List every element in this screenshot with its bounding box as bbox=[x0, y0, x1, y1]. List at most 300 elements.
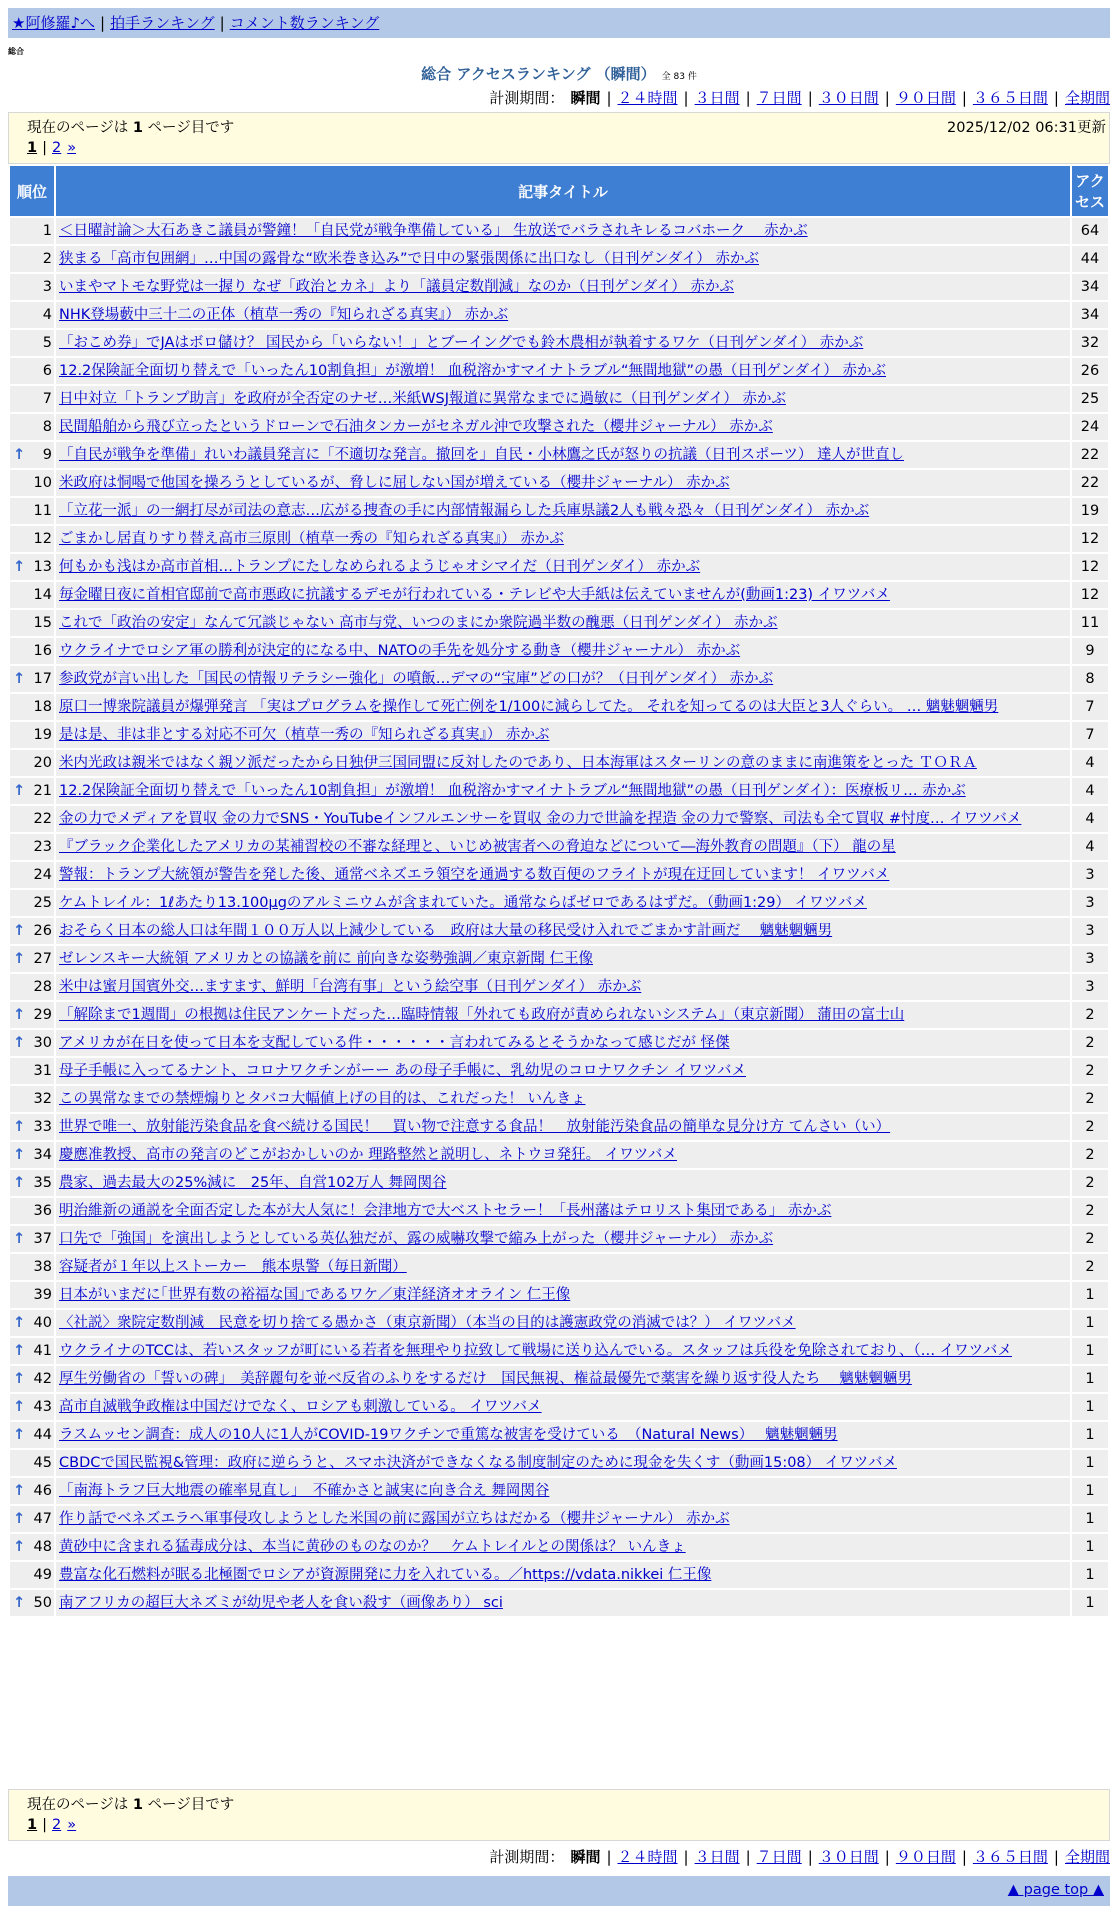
article-link[interactable]: 毎金曜日夜に首相官邸前で高市悪政に抗議するデモが行われている・テレビや大手紙は伝えていませんが(動画1:23) イワツバメ bbox=[59, 587, 890, 603]
period-option-link[interactable]: ７日間 bbox=[756, 1848, 802, 1866]
rank-cell bbox=[10, 1310, 54, 1336]
rank-cell bbox=[10, 1478, 54, 1504]
access-count: 4 bbox=[1072, 834, 1108, 860]
article-link[interactable]: 母子手帳に入ってるナント、コロナワクチンがーー あの母子手帳に、乳幼児のコロナワクチン イワツバメ bbox=[59, 1063, 746, 1079]
title-cell bbox=[56, 918, 1070, 944]
article-link[interactable]: 狭まる「高市包囲網」…中国の露骨な“欧米巻き込み”で日中の緊張関係に出口なし（日刊ゲンダイ） 赤かぶ bbox=[59, 251, 759, 267]
table-row bbox=[10, 498, 1108, 524]
nav-separator: | bbox=[219, 14, 225, 32]
article-link[interactable]: 口先で「強国」を演出しようとしている英仏独だが、露の威嚇攻撃で縮み上がった（櫻井ジャーナル） 赤かぶ bbox=[59, 1231, 774, 1247]
period-label: 計測期間： bbox=[489, 89, 565, 107]
article-link[interactable]: 「南海トラフ巨大地震の確率見直し」 不確かさと誠実に向き合え 舞岡関谷 bbox=[59, 1483, 550, 1499]
title-cell bbox=[56, 414, 1070, 440]
article-link[interactable]: 12.2保険証全面切り替えで「いったん10割負担」が激増！ 血税溶かすマイナトラブル“無間地獄”の愚（日刊ゲンダイ）：医療板リ… 赤かぶ bbox=[59, 783, 966, 799]
title-cell bbox=[56, 1058, 1070, 1084]
period-option-link[interactable]: ７日間 bbox=[756, 89, 802, 107]
title-cell bbox=[56, 1478, 1070, 1504]
access-count: 11 bbox=[1072, 610, 1108, 636]
ranking-title bbox=[0, 63, 1118, 84]
table-row bbox=[10, 302, 1108, 328]
access-count: 1 bbox=[1072, 1282, 1108, 1308]
rank-number: 38 bbox=[33, 1259, 52, 1275]
rank-cell bbox=[10, 1534, 54, 1560]
rank-cell bbox=[10, 218, 54, 244]
title-cell bbox=[56, 302, 1070, 328]
pager: 1 | 2 » bbox=[27, 1817, 77, 1833]
access-count: 9 bbox=[1072, 638, 1108, 664]
table-row bbox=[10, 330, 1108, 356]
rank-number: 32 bbox=[33, 1091, 52, 1107]
title-cell bbox=[56, 610, 1070, 636]
rank-number: 2 bbox=[42, 251, 52, 267]
period-separator: | bbox=[807, 89, 813, 107]
rank-number: 5 bbox=[42, 335, 52, 351]
access-count: 12 bbox=[1072, 526, 1108, 552]
access-count: 4 bbox=[1072, 750, 1108, 776]
page-2-link[interactable]: 2 bbox=[51, 140, 62, 156]
rank-cell bbox=[10, 582, 54, 608]
article-link[interactable]: アメリカが在日を使って日本を支配している件・・・・・・言われてみるとそうかなって感じだが 怪傑 bbox=[59, 1035, 730, 1051]
title-cell bbox=[56, 1282, 1070, 1308]
table-row bbox=[10, 946, 1108, 972]
article-link[interactable]: 参政党が言い出した「国民の情報リテラシー強化」の噴飯…デマの“宝庫”どの口が？（日刊ゲンダイ） 赤かぶ bbox=[59, 671, 774, 687]
rank-up-arrow-icon: ↑ bbox=[13, 447, 26, 463]
access-count: 8 bbox=[1072, 666, 1108, 692]
table-row bbox=[10, 1198, 1108, 1224]
access-count: 1 bbox=[1072, 1534, 1108, 1560]
period-separator: | bbox=[606, 1848, 612, 1866]
article-link[interactable]: 原口一博衆院議員が爆弾発言 「実はプログラムを操作して死亡例を1/100に減らしてた。 それを知ってるのは大臣と3人ぐらい。 … 魑魅魍魎男 bbox=[59, 699, 999, 715]
period-option-link[interactable]: ３日間 bbox=[694, 89, 740, 107]
article-link[interactable]: ウクライナでロシア軍の勝利が決定的になる中、NATOの手先を処分する動き（櫻井ジャーナル） 赤かぶ bbox=[59, 643, 741, 659]
table-row bbox=[10, 666, 1108, 692]
article-link[interactable]: 『ブラック企業化したアメリカの某補習校の不審な経理と、いじめ被害者への脅迫などについて―海外教育の問題』（下） 龍の星 bbox=[59, 839, 896, 855]
access-count: 3 bbox=[1072, 918, 1108, 944]
period-separator: | bbox=[807, 1848, 813, 1866]
period-option-link[interactable]: ３日間 bbox=[694, 1848, 740, 1866]
table-row bbox=[10, 1282, 1108, 1308]
table-row bbox=[10, 1478, 1108, 1504]
rank-number: 13 bbox=[33, 559, 52, 575]
rank-number: 12 bbox=[33, 531, 52, 547]
title-cell bbox=[56, 638, 1070, 664]
title-header: 記事タイトル bbox=[56, 166, 1070, 216]
table-row bbox=[10, 218, 1108, 244]
rank-cell bbox=[10, 1170, 54, 1196]
table-row bbox=[10, 722, 1108, 748]
rank-number: 34 bbox=[33, 1147, 52, 1163]
total-count: 全 83 件 bbox=[661, 72, 697, 82]
title-cell bbox=[56, 1310, 1070, 1336]
page-1-link[interactable]: 1 bbox=[27, 1817, 38, 1833]
table-row bbox=[10, 918, 1108, 944]
table-row bbox=[10, 1534, 1108, 1560]
article-link[interactable]: ラスムッセン調査：成人の10人に1人がCOVID-19ワクチンで重篤な被害を受けている （Natural News） 魑魅魍魎男 bbox=[59, 1427, 838, 1443]
table-row bbox=[10, 1310, 1108, 1336]
article-link[interactable]: 何もかも浅はか高市首相…トランプにたしなめられるようじゃオシマイだ（日刊ゲンダイ） 赤かぶ bbox=[59, 559, 701, 575]
rank-cell bbox=[10, 1422, 54, 1448]
table-row bbox=[10, 862, 1108, 888]
rank-cell bbox=[10, 610, 54, 636]
access-count: 3 bbox=[1072, 862, 1108, 888]
rank-number: 1 bbox=[42, 223, 52, 239]
genre-label: 総合 bbox=[8, 47, 24, 56]
access-count: 1 bbox=[1072, 1366, 1108, 1392]
title-cell bbox=[56, 498, 1070, 524]
clap-ranking-link[interactable]: 拍手ランキング bbox=[110, 14, 215, 32]
article-link[interactable]: 明治維新の通説を全面否定した本が大人気に！会津地方で大ベストセラー！「長州藩はテロリスト集団である」 赤かぶ bbox=[59, 1203, 832, 1219]
period-option-link[interactable]: ９０日間 bbox=[895, 89, 956, 107]
rank-cell bbox=[10, 1366, 54, 1392]
rank-number: 14 bbox=[33, 587, 52, 603]
access-count: 2 bbox=[1072, 1114, 1108, 1140]
rank-cell bbox=[10, 1338, 54, 1364]
rank-up-arrow-icon: ↑ bbox=[13, 783, 26, 799]
rank-up-arrow-icon: ↑ bbox=[13, 1539, 26, 1555]
rank-number: 24 bbox=[33, 867, 52, 883]
period-separator: | bbox=[683, 89, 689, 107]
page-info-top bbox=[8, 112, 1110, 164]
rank-up-arrow-icon: ↑ bbox=[13, 1175, 26, 1191]
access-count: 2 bbox=[1072, 1058, 1108, 1084]
title-cell bbox=[56, 890, 1070, 916]
rank-up-arrow-icon: ↑ bbox=[13, 1343, 26, 1359]
table-row bbox=[10, 1590, 1108, 1616]
table-row bbox=[10, 1002, 1108, 1028]
period-separator: | bbox=[606, 89, 612, 107]
table-row bbox=[10, 1506, 1108, 1532]
rank-cell bbox=[10, 1590, 54, 1616]
rank-number: 39 bbox=[33, 1287, 52, 1303]
rank-number: 18 bbox=[33, 699, 52, 715]
rank-cell bbox=[10, 1086, 54, 1112]
rank-cell bbox=[10, 750, 54, 776]
period-current: 瞬間 bbox=[570, 89, 601, 107]
article-link[interactable]: 豊富な化石燃料が眠る北極圏でロシアが資源開発に力を入れている。／https://vdata.nikkei 仁王像 bbox=[59, 1567, 712, 1583]
table-row bbox=[10, 1422, 1108, 1448]
rank-cell bbox=[10, 918, 54, 944]
table-row bbox=[10, 1058, 1108, 1084]
title-cell bbox=[56, 1422, 1070, 1448]
rank-cell bbox=[10, 302, 54, 328]
page-1-link[interactable]: 1 bbox=[27, 140, 38, 156]
table-row bbox=[10, 1226, 1108, 1252]
access-count: 44 bbox=[1072, 246, 1108, 272]
article-link[interactable]: 世界で唯一、放射能汚染食品を食べ続ける国民！ 買い物で注意する食品！ 放射能汚染食品の簡単な見分け方 てんさい（い） bbox=[59, 1119, 891, 1135]
article-link[interactable]: この異常なまでの禁煙煽りとタバコ大幅値上げの目的は、これだった！ いんきょ bbox=[59, 1091, 586, 1107]
rank-number: 27 bbox=[33, 951, 52, 967]
rank-cell bbox=[10, 1030, 54, 1056]
rank-number: 48 bbox=[33, 1539, 52, 1555]
rank-number: 20 bbox=[33, 755, 52, 771]
top-nav-bar bbox=[8, 8, 1110, 38]
rank-number: 45 bbox=[33, 1455, 52, 1471]
access-count: 2 bbox=[1072, 1254, 1108, 1280]
period-option-link[interactable]: ９０日間 bbox=[895, 1848, 956, 1866]
rank-number: 40 bbox=[33, 1315, 52, 1331]
rank-cell bbox=[10, 806, 54, 832]
period-option-link[interactable]: 全期間 bbox=[1064, 1848, 1110, 1866]
title-cell bbox=[56, 1086, 1070, 1112]
period-option-link[interactable]: ３６５日間 bbox=[972, 89, 1048, 107]
table-row bbox=[10, 1086, 1108, 1112]
page-top-link[interactable]: ▲ page top ▲ bbox=[1007, 1882, 1104, 1898]
title-cell bbox=[56, 1506, 1070, 1532]
table-header-row bbox=[10, 166, 1108, 216]
period-option-link[interactable]: ２４時間 bbox=[617, 89, 678, 107]
access-count: 4 bbox=[1072, 806, 1108, 832]
period-option-link[interactable]: ３０日間 bbox=[818, 1848, 879, 1866]
access-count: 1 bbox=[1072, 1394, 1108, 1420]
period-separator: | bbox=[1053, 89, 1059, 107]
title-cell bbox=[56, 778, 1070, 804]
rank-number: 37 bbox=[33, 1231, 52, 1247]
article-link[interactable]: 慶應准教授、高市の発言のどこがおかしいのか 理路整然と説明し、ネトウヨ発狂。 イワツバメ bbox=[59, 1147, 677, 1163]
rank-cell bbox=[10, 414, 54, 440]
period-option-link[interactable]: ３０日間 bbox=[818, 89, 879, 107]
access-count: 2 bbox=[1072, 1086, 1108, 1112]
title-cell bbox=[56, 274, 1070, 300]
table-row bbox=[10, 1254, 1108, 1280]
article-link[interactable]: CBDCで国民監視&管理：政府に逆らうと、スマホ決済ができなくなる制度制定のために現金を失くす（動画15:08） イワツバメ bbox=[59, 1455, 897, 1471]
rank-up-arrow-icon: ↑ bbox=[13, 1035, 26, 1051]
article-link[interactable]: 日本がいまだに｢世界有数の裕福な国｣であるワケ／東洋経済オオライン 仁王像 bbox=[59, 1287, 571, 1303]
period-option-link[interactable]: ３６５日間 bbox=[972, 1848, 1048, 1866]
rank-number: 44 bbox=[33, 1427, 52, 1443]
article-link[interactable]: 〈社説〉衆院定数削減 民意を切り捨てる愚かさ（東京新聞）（本当の目的は護憲政党の消滅では？） イワツバメ bbox=[59, 1315, 796, 1331]
rank-number: 25 bbox=[33, 895, 52, 911]
period-selector-bottom bbox=[489, 1846, 1110, 1867]
table-row bbox=[10, 1394, 1108, 1420]
access-count: 7 bbox=[1072, 722, 1108, 748]
rank-cell bbox=[10, 1002, 54, 1028]
period-separator: | bbox=[745, 89, 751, 107]
title-cell bbox=[56, 582, 1070, 608]
table-row bbox=[10, 834, 1108, 860]
article-link[interactable]: ゼレンスキー大統領 アメリカとの協議を前に 前向きな姿勢強調／東京新聞 仁王像 bbox=[59, 951, 594, 967]
rank-number: 21 bbox=[33, 783, 52, 799]
article-link[interactable]: 日中対立「トランプ助言」を政府が全否定のナゼ…米紙WSJ報道に異常なまでに過敏に（日刊ゲンダイ） 赤かぶ bbox=[59, 391, 786, 407]
next-page-link[interactable]: » bbox=[67, 1817, 77, 1833]
access-count: 1 bbox=[1072, 1562, 1108, 1588]
table-row bbox=[10, 610, 1108, 636]
access-count: 2 bbox=[1072, 1170, 1108, 1196]
table-row bbox=[10, 582, 1108, 608]
access-count: 3 bbox=[1072, 946, 1108, 972]
article-link[interactable]: ケムトレイル：1ℓあたり13.100μgのアルミニウムが含まれていた。通常ならばゼロであるはずだ。（動画1:29） イワツバメ bbox=[59, 895, 867, 911]
title-cell bbox=[56, 750, 1070, 776]
period-option-link[interactable]: ２４時間 bbox=[617, 1848, 678, 1866]
rank-cell bbox=[10, 246, 54, 272]
rank-number: 10 bbox=[33, 475, 52, 491]
rank-cell bbox=[10, 470, 54, 496]
table-row bbox=[10, 1030, 1108, 1056]
title-cell bbox=[56, 1590, 1070, 1616]
rank-number: 47 bbox=[33, 1511, 52, 1527]
rank-up-arrow-icon: ↑ bbox=[13, 1371, 26, 1387]
table-row bbox=[10, 1114, 1108, 1140]
rank-cell bbox=[10, 1058, 54, 1084]
article-link[interactable]: ＜日曜討論＞大石あきこ議員が警鐘！「自民党が戦争準備している」 生放送でバラされキレるコバホーク 赤かぶ bbox=[59, 223, 808, 239]
title-cell bbox=[56, 1030, 1070, 1056]
rank-number: 7 bbox=[42, 391, 52, 407]
rank-cell bbox=[10, 666, 54, 692]
title-cell bbox=[56, 554, 1070, 580]
ranking-title-text: 総合 アクセスランキング （瞬間） bbox=[421, 65, 656, 83]
title-cell bbox=[56, 1002, 1070, 1028]
access-count: 1 bbox=[1072, 1478, 1108, 1504]
period-separator: | bbox=[1053, 1848, 1059, 1866]
rank-up-arrow-icon: ↑ bbox=[13, 1595, 26, 1611]
rank-cell bbox=[10, 1254, 54, 1280]
rank-cell bbox=[10, 442, 54, 468]
rank-cell bbox=[10, 890, 54, 916]
access-count: 34 bbox=[1072, 302, 1108, 328]
article-link[interactable]: ウクライナのTCCは、若いスタッフが町にいる若者を無理やり拉致して戦場に送り込んでいる。スタッフは兵役を免除されており、（… イワツバメ bbox=[59, 1343, 1012, 1359]
comment-ranking-link[interactable]: コメント数ランキング bbox=[229, 14, 380, 32]
rank-number: 28 bbox=[33, 979, 52, 995]
title-cell bbox=[56, 330, 1070, 356]
article-link[interactable]: おそらく日本の総人口は年間１００万人以上減少している 政府は大量の移民受け入れでごまかす計画だ 魑魅魍魎男 bbox=[59, 923, 833, 939]
access-count: 19 bbox=[1072, 498, 1108, 524]
article-link[interactable]: 「自民が戦争を準備」れいわ議員発言に「不適切な発言。撤回を」自民・小林鷹之氏が怒りの抗議（日刊スポーツ） 達人が世直し bbox=[59, 447, 905, 463]
article-link[interactable]: 作り話でベネズエラへ軍事侵攻しようとした米国の前に露国が立ちはだかる（櫻井ジャーナル） 赤かぶ bbox=[59, 1511, 730, 1527]
title-cell bbox=[56, 1226, 1070, 1252]
access-count: 1 bbox=[1072, 1422, 1108, 1448]
access-count: 26 bbox=[1072, 358, 1108, 384]
access-header: アクセス bbox=[1072, 166, 1108, 216]
article-link[interactable]: 容疑者が１年以上ストーカー 熊本県警（毎日新聞） bbox=[59, 1259, 407, 1275]
rank-cell bbox=[10, 1394, 54, 1420]
table-row bbox=[10, 442, 1108, 468]
article-link[interactable]: 「立花一派」の一網打尽が司法の意志…広がる捜査の手に内部情報漏らした兵庫県議2人も戦々恐々（日刊ゲンダイ） 赤かぶ bbox=[59, 503, 870, 519]
rank-number: 42 bbox=[33, 1371, 52, 1387]
period-separator: | bbox=[884, 89, 890, 107]
article-link[interactable]: 12.2保険証全面切り替えで「いったん10割負担」が激増！ 血税溶かすマイナトラブル“無間地獄”の愚（日刊ゲンダイ） 赤かぶ bbox=[59, 363, 886, 379]
access-count: 24 bbox=[1072, 414, 1108, 440]
rank-cell bbox=[10, 1198, 54, 1224]
title-cell bbox=[56, 1562, 1070, 1588]
rank-cell bbox=[10, 1282, 54, 1308]
title-cell bbox=[56, 1534, 1070, 1560]
rank-number: 31 bbox=[33, 1063, 52, 1079]
article-link[interactable]: いまやマトモな野党は一握り なぜ「政治とカネ」より「議員定数削減」なのか（日刊ゲンダイ） 赤かぶ bbox=[59, 279, 735, 295]
title-cell bbox=[56, 1170, 1070, 1196]
rank-number: 36 bbox=[33, 1203, 52, 1219]
rank-cell bbox=[10, 834, 54, 860]
article-link[interactable]: 民間船舶から飛び立ったというドローンで石油タンカーがセネガル沖で攻撃された（櫻井ジャーナル） 赤かぶ bbox=[59, 419, 773, 435]
rank-cell bbox=[10, 554, 54, 580]
current-page-text: 現在のページは 1 ページ目です bbox=[27, 120, 235, 136]
period-separator: | bbox=[745, 1848, 751, 1866]
access-count: 1 bbox=[1072, 1506, 1108, 1532]
rank-cell bbox=[10, 1142, 54, 1168]
table-row bbox=[10, 638, 1108, 664]
rank-cell bbox=[10, 778, 54, 804]
nav-separator: | bbox=[100, 14, 106, 32]
rank-up-arrow-icon: ↑ bbox=[13, 1147, 26, 1163]
table-row bbox=[10, 694, 1108, 720]
access-count: 25 bbox=[1072, 386, 1108, 412]
rank-cell bbox=[10, 1114, 54, 1140]
title-cell bbox=[56, 666, 1070, 692]
ranking-table bbox=[8, 164, 1110, 1618]
access-count: 12 bbox=[1072, 582, 1108, 608]
title-cell bbox=[56, 218, 1070, 244]
home-link[interactable]: ★阿修羅♪へ bbox=[12, 14, 96, 32]
rank-cell bbox=[10, 526, 54, 552]
rank-number: 9 bbox=[42, 447, 52, 463]
table-row bbox=[10, 1338, 1108, 1364]
article-link[interactable]: 黄砂中に含まれる猛毒成分は、本当に黄砂のものなのか？ ケムトレイルとの関係は？ いんきょ bbox=[59, 1539, 686, 1555]
article-link[interactable]: 米政府は恫喝で他国を操ろうとしているが、脅しに屈しない国が増えている（櫻井ジャーナル） 赤かぶ bbox=[59, 475, 730, 491]
period-separator: | bbox=[884, 1848, 890, 1866]
rank-cell bbox=[10, 638, 54, 664]
page-2-link[interactable]: 2 bbox=[51, 1817, 62, 1833]
title-cell bbox=[56, 358, 1070, 384]
article-link[interactable]: NHK登場藪中三十二の正体（植草一秀の『知られざる真実』） 赤かぶ bbox=[59, 307, 509, 323]
title-cell bbox=[56, 834, 1070, 860]
article-link[interactable]: 米中は蜜月国賓外交…ますます、鮮明「台湾有事」という絵空事（日刊ゲンダイ） 赤かぶ bbox=[59, 979, 642, 995]
title-cell bbox=[56, 470, 1070, 496]
article-link[interactable]: 高市自滅戦争政権は中国だけでなく、ロシアも刺激している。 イワツバメ bbox=[59, 1399, 542, 1415]
rank-cell bbox=[10, 1562, 54, 1588]
article-link[interactable]: これで「政治の安定」なんて冗談じゃない 高市与党、いつのまにか衆院過半数の醜悪（日刊ゲンダイ） 赤かぶ bbox=[59, 615, 778, 631]
article-link[interactable]: 「おこめ券」でJAはボロ儲け？ 国民から「いらない！」とブーイングでも鈴木農相が執着するワケ（日刊ゲンダイ） 赤かぶ bbox=[59, 335, 864, 351]
article-link[interactable]: 是は是、非は非とする対応不可欠（植草一秀の『知られざる真実』） 赤かぶ bbox=[59, 727, 550, 743]
period-label: 計測期間： bbox=[489, 1848, 565, 1866]
access-count: 34 bbox=[1072, 274, 1108, 300]
rank-up-arrow-icon: ↑ bbox=[13, 923, 26, 939]
title-cell bbox=[56, 862, 1070, 888]
article-link[interactable]: 米内光政は親米ではなく親ソ派だったから日独伊三国同盟に反対したのであり、日本海軍はスターリンの意のままに南進策をとった ＴＯＲＡ bbox=[59, 755, 977, 771]
access-count: 12 bbox=[1072, 554, 1108, 580]
rank-number: 3 bbox=[42, 279, 52, 295]
article-link[interactable]: 農家、過去最大の25%減に 25年、自営102万人 舞岡関谷 bbox=[59, 1175, 447, 1191]
access-count: 32 bbox=[1072, 330, 1108, 356]
rank-number: 15 bbox=[33, 615, 52, 631]
title-cell bbox=[56, 1366, 1070, 1392]
next-page-link[interactable]: » bbox=[67, 140, 77, 156]
table-row bbox=[10, 1562, 1108, 1588]
rank-up-arrow-icon: ↑ bbox=[13, 671, 26, 687]
title-cell bbox=[56, 246, 1070, 272]
table-row bbox=[10, 1170, 1108, 1196]
table-row bbox=[10, 778, 1108, 804]
article-link[interactable]: 厚生労働省の「誓いの碑」 美辞麗句を並べ反省のふりをするだけ 国民無視、権益最優先で薬害を繰り返す役人たち 魑魅魍魎男 bbox=[59, 1371, 912, 1387]
rank-cell bbox=[10, 862, 54, 888]
period-option-link[interactable]: 全期間 bbox=[1064, 89, 1110, 107]
title-cell bbox=[56, 1338, 1070, 1364]
article-link[interactable]: ごまかし居直りすり替え高市三原則（植草一秀の『知られざる真実』） 赤かぶ bbox=[59, 531, 564, 547]
period-separator: | bbox=[961, 1848, 967, 1866]
access-count: 2 bbox=[1072, 1198, 1108, 1224]
access-count: 64 bbox=[1072, 218, 1108, 244]
access-count: 22 bbox=[1072, 470, 1108, 496]
rank-number: 30 bbox=[33, 1035, 52, 1051]
article-link[interactable]: 南アフリカの超巨大ネズミが幼児や老人を食い殺す（画像あり） sci bbox=[59, 1595, 503, 1611]
article-link[interactable]: 金の力でメディアを買収 金の力でSNS・YouTubeインフルエンサーを買収 金の力で世論を捏造 金の力で警察、司法も全て買収 #忖度… イワツバメ bbox=[59, 811, 1022, 827]
rank-up-arrow-icon: ↑ bbox=[13, 1119, 26, 1135]
rank-up-arrow-icon: ↑ bbox=[13, 1007, 26, 1023]
access-count: 1 bbox=[1072, 1310, 1108, 1336]
table-row bbox=[10, 526, 1108, 552]
article-link[interactable]: 「解除まで1週間」の根拠は住民アンケートだった…臨時情報「外れても政府が責められないシステム」（東京新聞） 蒲田の富士山 bbox=[59, 1007, 905, 1023]
rank-number: 43 bbox=[33, 1399, 52, 1415]
article-link[interactable]: 警報：トランプ大統領が警告を発した後、通常ベネズエラ領空を通過する数百便のフライトが現在迂回しています！ イワツバメ bbox=[59, 867, 890, 883]
rank-up-arrow-icon: ↑ bbox=[13, 951, 26, 967]
page-top-bar bbox=[8, 1876, 1110, 1906]
